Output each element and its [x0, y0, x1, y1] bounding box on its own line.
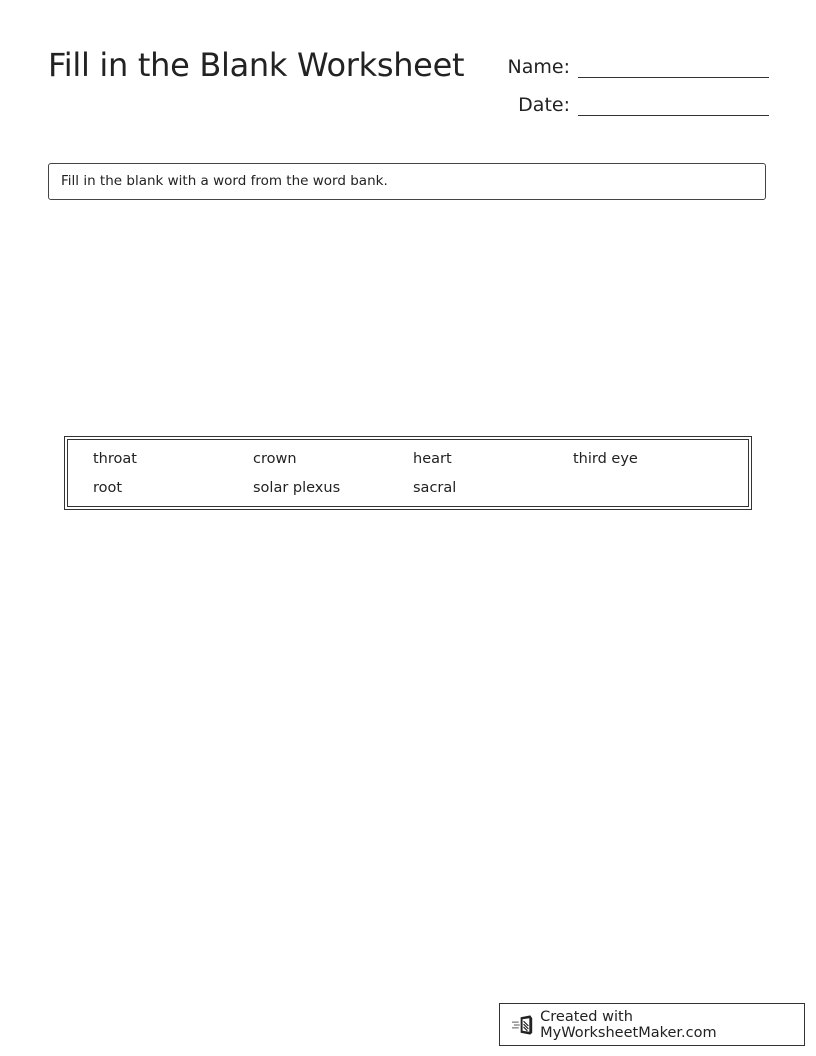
- name-blank-line: [578, 55, 769, 78]
- date-label: Date:: [518, 94, 570, 116]
- word-bank-item: crown: [253, 451, 297, 467]
- word-bank-item: root: [93, 480, 123, 496]
- word-bank-item: heart: [413, 451, 452, 467]
- word-bank: [64, 436, 752, 510]
- footer-credit[interactable]: [499, 1003, 805, 1046]
- word-bank-item: solar plexus: [253, 480, 341, 496]
- word-bank-item: throat: [93, 451, 137, 467]
- date-blank-line: [578, 93, 769, 116]
- name-label: Name:: [507, 56, 570, 78]
- word-bank-item: third eye: [573, 451, 638, 467]
- worksheet-title: Fill in the Blank Worksheet: [48, 46, 465, 84]
- word-bank-item: sacral: [413, 480, 457, 496]
- instructions-box: [48, 163, 766, 200]
- worksheet-maker-logo-icon: [511, 1014, 534, 1036]
- instructions-text: Fill in the blank with a word from the word bank.: [61, 173, 388, 189]
- name-field: [500, 55, 769, 78]
- footer-text: Created with MyWorksheetMaker.com: [540, 1008, 717, 1041]
- date-field: [500, 93, 769, 116]
